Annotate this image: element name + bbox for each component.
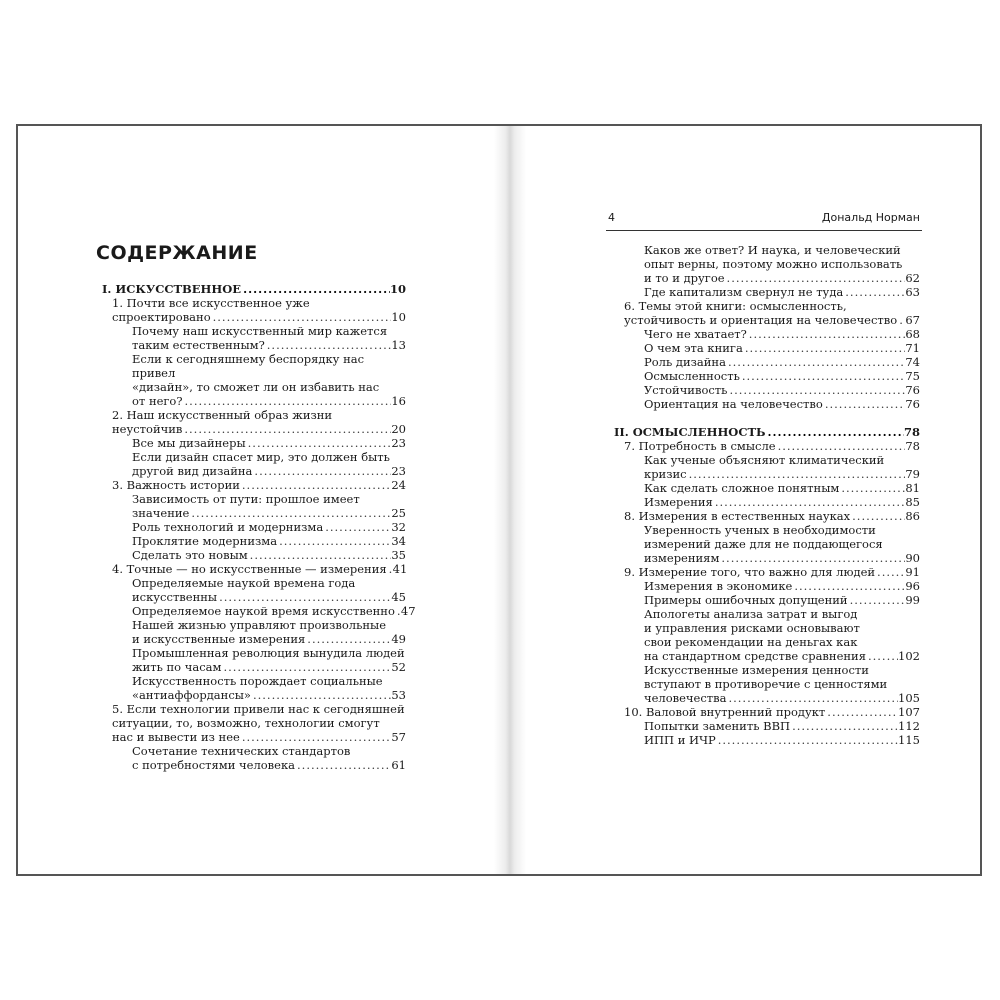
- toc-section-entry: [102, 450, 406, 478]
- toc-entry-page-number: 78: [905, 439, 920, 453]
- toc-entry-page-number: 79: [905, 467, 920, 481]
- toc-entry-title-line: Измерения: [644, 495, 713, 509]
- toc-section-entry: [614, 593, 920, 607]
- toc-list-left: [102, 282, 416, 772]
- toc-entry-page-number: 74: [905, 355, 920, 369]
- dot-leader: [726, 355, 905, 369]
- dot-leader: [305, 632, 391, 646]
- toc-entry-title-line: устойчивость и ориентация на человечество: [624, 313, 898, 327]
- dot-leader: [766, 425, 904, 439]
- toc-chapter-entry: [614, 705, 920, 719]
- dot-leader: [897, 313, 905, 327]
- toc-section-entry: [614, 341, 920, 355]
- dot-leader: [217, 590, 391, 604]
- dot-leader: [743, 341, 906, 355]
- dot-leader: [823, 397, 906, 411]
- toc-entry-title-line: Почему наш искусственный мир кажется: [132, 324, 388, 338]
- toc-chapter-entry: [614, 439, 920, 453]
- toc-section-entry: [102, 436, 406, 450]
- toc-entry-title-line: Роль технологий и модернизма: [132, 520, 324, 534]
- dot-leader: [252, 464, 391, 478]
- dot-leader: [792, 579, 905, 593]
- toc-part-entry: [614, 425, 920, 439]
- running-header: [606, 209, 922, 231]
- toc-entry-title-line: Осмысленность: [644, 369, 740, 383]
- toc-entry-page-number: 25: [391, 506, 406, 520]
- dot-leader: [241, 282, 390, 296]
- toc-section-entry: [102, 520, 406, 534]
- toc-section-entry: [614, 243, 920, 285]
- toc-entry-title-line: ИПП и ИЧР: [644, 733, 716, 747]
- toc-entry-title-line: человечества: [644, 691, 727, 705]
- book-spine: [494, 126, 526, 874]
- toc-entry-title-line: опыт верны, поэтому можно использовать: [644, 257, 903, 271]
- toc-entry-title-line: на стандартном средстве сравнения: [644, 649, 866, 663]
- toc-entry-title-line: Где капитализм свернул не туда: [644, 285, 844, 299]
- toc-entry-title-line: 8. Измерения в естественных науках: [624, 509, 851, 523]
- toc-chapter-entry: [102, 478, 406, 492]
- toc-section-entry: [614, 397, 920, 411]
- toc-section-entry: [102, 324, 406, 352]
- toc-entry-title-line: Как ученые объясняют климатический: [644, 453, 885, 467]
- toc-section-entry: [614, 607, 920, 663]
- page-number: 4: [608, 211, 615, 224]
- toc-entry-page-number: 23: [391, 436, 406, 450]
- toc-entry-title-line: 1. Почти все искусственное уже: [112, 296, 310, 310]
- toc-entry-page-number: 49: [391, 632, 406, 646]
- toc-chapter-entry: [102, 702, 406, 744]
- toc-entry-page-number: 107: [898, 705, 920, 719]
- dot-leader: [866, 649, 898, 663]
- toc-entry-title-line: Сочетание технических стандартов: [132, 744, 351, 758]
- dot-leader: [265, 338, 392, 352]
- toc-entry-title-line: Чего не хватает?: [644, 327, 747, 341]
- toc-entry-title-line: таким естественным?: [132, 338, 265, 352]
- toc-section-entry: [614, 719, 920, 733]
- toc-entry-title-line: Роль дизайна: [644, 355, 726, 369]
- dot-leader: [747, 327, 906, 341]
- toc-entry-title-line: Как сделать сложное понятным: [644, 481, 840, 495]
- toc-entry-page-number: 16: [391, 394, 406, 408]
- toc-section-entry: [102, 604, 416, 618]
- dot-leader: [277, 534, 391, 548]
- toc-entry-title-line: жить по часам: [132, 660, 222, 674]
- toc-entry-title-line: Каков же ответ? И наука, и человеческий: [644, 243, 901, 257]
- toc-entry-page-number: 81: [905, 481, 920, 495]
- toc-entry-title-line: Зависимость от пути: прошлое имеет: [132, 492, 360, 506]
- toc-section-entry: [614, 733, 920, 747]
- running-header-author: Дональд Норман: [821, 211, 920, 224]
- toc-part-entry: [102, 282, 406, 296]
- toc-entry-title-line: кризис: [644, 467, 687, 481]
- right-page: [526, 126, 982, 874]
- toc-entry-title-line: I. ИСКУССТВЕННОЕ: [102, 282, 242, 296]
- toc-entry-page-number: 90: [905, 551, 920, 565]
- toc-chapter-entry: [102, 408, 406, 436]
- toc-section-entry: [614, 383, 920, 397]
- dot-leader: [716, 733, 898, 747]
- toc-entry-page-number: 68: [905, 327, 920, 341]
- toc-entry-title-line: Если дизайн спасет мир, это должен быть: [132, 450, 390, 464]
- dot-leader: [687, 467, 906, 481]
- toc-entry-title-line: Апологеты анализа затрат и выгод: [644, 607, 858, 621]
- toc-section-entry: [102, 744, 406, 772]
- toc-chapter-entry: [102, 296, 406, 324]
- toc-entry-title-line: Попытки заменить ВВП: [644, 719, 791, 733]
- toc-entry-title-line: Если к сегодняшнему беспорядку нас привел: [132, 352, 365, 380]
- toc-entry-title-line: спроектировано: [112, 310, 211, 324]
- toc-entry-title-line: и то и другое: [644, 271, 725, 285]
- toc-entry-page-number: 76: [905, 397, 920, 411]
- toc-entry-page-number: 35: [391, 548, 406, 562]
- toc-section-entry: [102, 576, 406, 604]
- toc-chapter-entry: [102, 562, 406, 576]
- toc-entry-title-line: Нашей жизнью управляют произвольные: [132, 618, 386, 632]
- toc-entry-title-line: вступают в противоречие с ценностями: [644, 677, 888, 691]
- toc-entry-page-number: 78: [903, 425, 920, 439]
- toc-entry-title-line: нас и вывести из нее: [112, 730, 240, 744]
- toc-entry-title-line: Измерения в экономике: [644, 579, 793, 593]
- toc-entry-title-line: «антиаффордансы»: [132, 688, 251, 702]
- toc-entry-title-line: измерениям: [644, 551, 720, 565]
- toc-entry-title-line: Определяемое наукой время искусственно: [132, 604, 395, 618]
- toc-section-entry: [102, 352, 406, 408]
- dot-leader: [248, 548, 392, 562]
- toc-section-entry: [614, 523, 920, 565]
- toc-chapter-entry: [614, 509, 920, 523]
- dot-leader: [850, 509, 905, 523]
- dot-leader: [323, 520, 391, 534]
- dot-leader: [183, 394, 392, 408]
- toc-entry-title-line: от него?: [132, 394, 183, 408]
- toc-section-entry: [614, 663, 920, 705]
- toc-entry-page-number: 47: [400, 604, 416, 618]
- toc-entry-title-line: искусственны: [132, 590, 218, 604]
- dot-leader: [727, 383, 905, 397]
- toc-entry-title-line: Уверенность ученых в необходимости: [644, 523, 876, 537]
- toc-entry-page-number: 102: [898, 649, 920, 663]
- toc-section-entry: [102, 618, 406, 646]
- toc-entry-page-number: 91: [905, 565, 920, 579]
- toc-section-entry: [102, 492, 406, 520]
- toc-entry-page-number: 20: [391, 422, 406, 436]
- toc-entry-title-line: 7. Потребность в смысле: [624, 439, 776, 453]
- toc-entry-page-number: 75: [905, 369, 920, 383]
- toc-section-entry: [614, 327, 920, 341]
- toc-entry-title-line: неустойчив: [112, 422, 183, 436]
- toc-entry-page-number: 96: [905, 579, 920, 593]
- toc-entry-title-line: другой вид дизайна: [132, 464, 253, 478]
- toc-entry-title-line: Искусственные измерения ценности: [644, 663, 869, 677]
- toc-section-entry: [614, 285, 920, 299]
- toc-entry-title-line: с потребностями человека: [132, 758, 296, 772]
- toc-section-entry: [614, 495, 920, 509]
- toc-section-entry: [614, 453, 920, 481]
- toc-entry-page-number: 105: [898, 691, 920, 705]
- toc-entry-title-line: 4. Точные — но искусственные — измерения: [112, 562, 387, 576]
- toc-entry-title-line: Ориентация на человечество: [644, 397, 823, 411]
- dot-leader: [719, 551, 905, 565]
- toc-chapter-entry: [614, 299, 920, 327]
- toc-entry-title-line: О чем эта книга: [644, 341, 743, 355]
- toc-entry-title-line: свои рекомендации на деньгах как: [644, 635, 858, 649]
- toc-entry-page-number: 10: [389, 282, 406, 296]
- toc-entry-title-line: 3. Важность истории: [112, 478, 240, 492]
- toc-entry-page-number: 86: [905, 509, 920, 523]
- toc-entry-title-line: Сделать это новым: [132, 548, 248, 562]
- toc-entry-title-line: измерений даже для не поддающегося: [644, 537, 883, 551]
- toc-section-entry: [614, 369, 920, 383]
- dot-leader: [211, 310, 392, 324]
- toc-entry-title-line: «дизайн», то сможет ли он избавить нас: [132, 380, 380, 394]
- toc-entry-page-number: 67: [905, 313, 920, 327]
- toc-section-entry: [614, 481, 920, 495]
- dot-leader: [725, 271, 906, 285]
- toc-section-entry: [614, 579, 920, 593]
- toc-entry-page-number: 85: [905, 495, 920, 509]
- toc-entry-title-line: 9. Измерение того, что важно для людей: [624, 565, 876, 579]
- open-book: [16, 124, 982, 876]
- toc-entry-page-number: 57: [391, 730, 406, 744]
- toc-entry-page-number: 52: [391, 660, 406, 674]
- toc-section-entry: [102, 646, 406, 674]
- dot-leader: [875, 565, 905, 579]
- dot-leader: [240, 478, 391, 492]
- toc-entry-page-number: 41: [392, 562, 408, 576]
- toc-section-entry: [102, 674, 406, 702]
- dot-leader: [843, 285, 905, 299]
- toc-heading: СОДЕРЖАНИЕ: [96, 242, 258, 264]
- dot-leader: [295, 758, 391, 772]
- dot-leader: [776, 439, 906, 453]
- dot-leader: [182, 422, 391, 436]
- toc-chapter-entry: [614, 565, 920, 579]
- toc-entry-page-number: 71: [905, 341, 920, 355]
- toc-entry-page-number: 24: [391, 478, 406, 492]
- toc-entry-page-number: 63: [905, 285, 920, 299]
- dot-leader: [246, 436, 392, 450]
- toc-entry-title-line: Устойчивость: [644, 383, 728, 397]
- toc-section-entry: [102, 534, 406, 548]
- toc-entry-page-number: 45: [391, 590, 406, 604]
- dot-leader: [251, 688, 391, 702]
- toc-section-entry: [614, 355, 920, 369]
- toc-list-right: [614, 243, 920, 747]
- toc-entry-title-line: 5. Если технологии привели нас к сегодняшней: [112, 702, 405, 716]
- dot-leader: [240, 730, 392, 744]
- toc-entry-page-number: 13: [391, 338, 406, 352]
- toc-entry-title-line: Определяемые наукой времена года: [132, 576, 356, 590]
- toc-entry-page-number: 99: [905, 593, 920, 607]
- toc-entry-title-line: 6. Темы этой книги: осмысленность,: [624, 299, 847, 313]
- dot-leader: [790, 719, 898, 733]
- toc-entry-page-number: 32: [391, 520, 406, 534]
- dot-leader: [839, 481, 905, 495]
- toc-entry-title-line: и управления рисками основывают: [644, 621, 860, 635]
- dot-leader: [726, 691, 898, 705]
- dot-leader: [740, 369, 906, 383]
- toc-entry-page-number: 23: [391, 464, 406, 478]
- toc-entry-title-line: Искусственность порождает социальные: [132, 674, 383, 688]
- toc-section-entry: [102, 548, 406, 562]
- toc-entry-title-line: ситуации, то, возможно, технологии смогут: [112, 716, 380, 730]
- dot-leader: [189, 506, 391, 520]
- toc-entry-page-number: 76: [905, 383, 920, 397]
- toc-entry-title-line: Все мы дизайнеры: [132, 436, 246, 450]
- toc-entry-page-number: 115: [898, 733, 920, 747]
- toc-entry-title-line: II. ОСМЫСЛЕННОСТЬ: [614, 425, 766, 439]
- toc-entry-title-line: 10. Валовой внутренний продукт: [624, 705, 826, 719]
- toc-entry-page-number: 10: [391, 310, 406, 324]
- toc-entry-title-line: Промышленная революция вынудила людей: [132, 646, 405, 660]
- dot-leader: [848, 593, 906, 607]
- toc-entry-title-line: Проклятие модернизма: [132, 534, 278, 548]
- left-page: [18, 126, 496, 874]
- toc-entry-page-number: 61: [391, 758, 406, 772]
- toc-entry-page-number: 53: [391, 688, 406, 702]
- dot-leader: [713, 495, 906, 509]
- toc-entry-page-number: 62: [905, 271, 920, 285]
- dot-leader: [221, 660, 391, 674]
- toc-entry-title-line: значение: [132, 506, 190, 520]
- toc-entry-title-line: и искусственные измерения: [132, 632, 306, 646]
- dot-leader: [825, 705, 898, 719]
- toc-entry-page-number: 112: [898, 719, 920, 733]
- toc-entry-title-line: 2. Наш искусственный образ жизни: [112, 408, 333, 422]
- toc-entry-title-line: Примеры ошибочных допущений: [644, 593, 848, 607]
- toc-entry-page-number: 34: [391, 534, 406, 548]
